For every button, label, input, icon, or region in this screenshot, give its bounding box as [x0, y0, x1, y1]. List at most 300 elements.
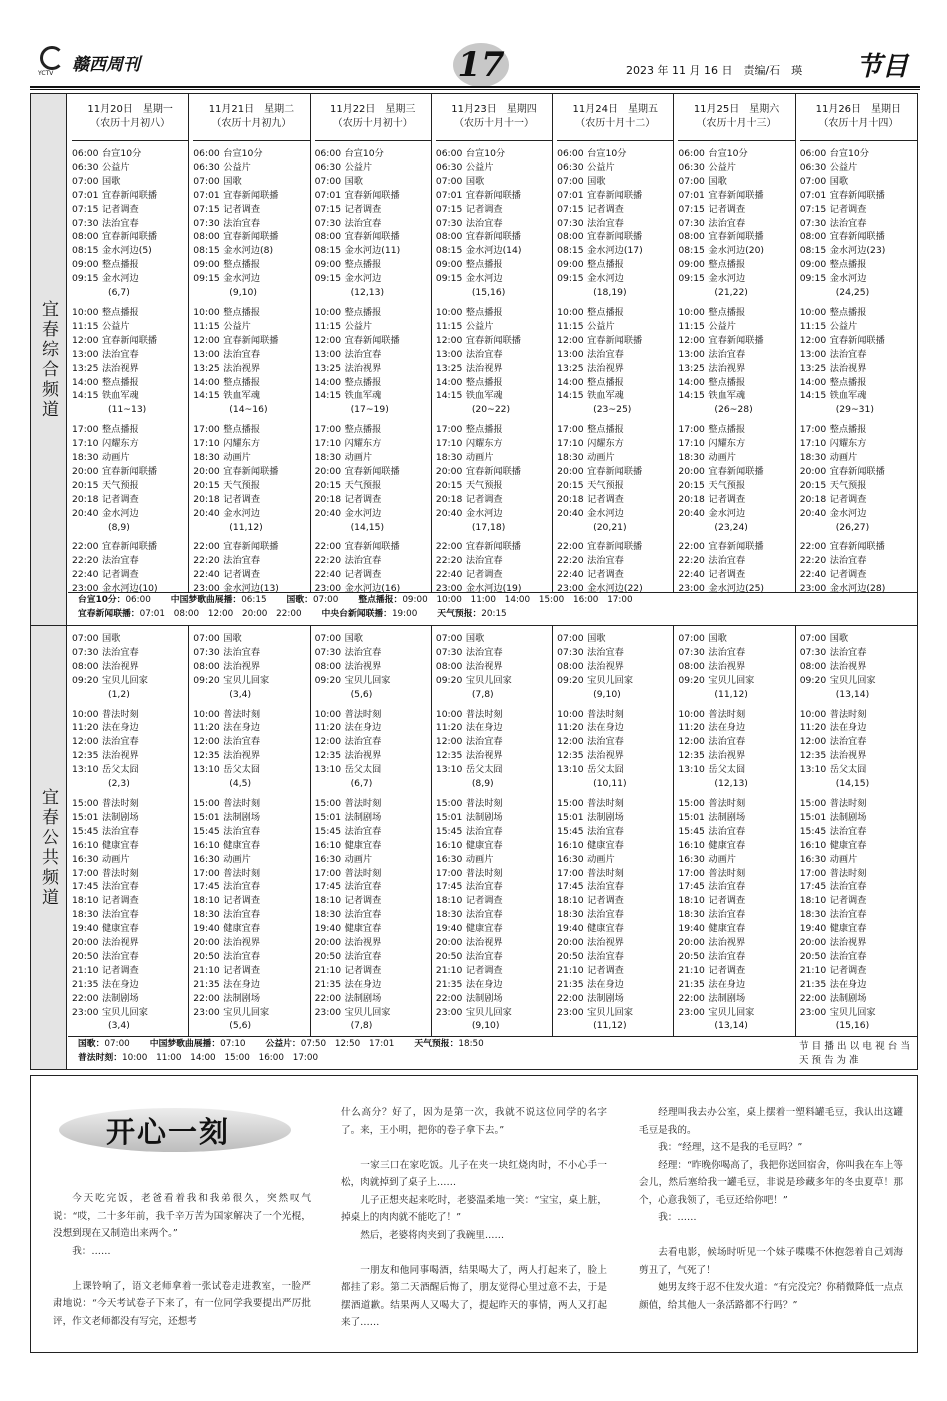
program-time: 08:00 — [314, 231, 342, 243]
program-time: 14:15 — [314, 390, 342, 402]
episode-number: (26~28) — [714, 404, 753, 416]
program-entry — [678, 867, 794, 881]
program-title: 法治宜春 — [829, 348, 867, 360]
program-time: 06:30 — [72, 161, 99, 173]
program-title: 法治宜春 — [102, 217, 139, 229]
program-time: 22:00 — [435, 541, 463, 553]
day-columns — [68, 94, 917, 595]
program-entry — [678, 217, 794, 231]
day-column — [311, 94, 432, 595]
program-title: 公益片 — [708, 320, 736, 332]
program-time: 09:20 — [435, 674, 463, 686]
program-entry — [193, 465, 309, 479]
program-title: 法治视界 — [465, 937, 503, 949]
program-title: 法治宜春 — [587, 217, 624, 229]
program-title: 岳父太囧 — [102, 764, 139, 776]
program-entry — [193, 423, 309, 437]
program-time: 15:00 — [435, 797, 463, 809]
program-title: 天气预报 — [344, 479, 382, 491]
program-time: 19:40 — [435, 923, 463, 935]
program-time: 19:40 — [678, 923, 705, 935]
program-title: 天气预报 — [465, 479, 503, 491]
program-time: 16:10 — [678, 839, 705, 851]
program-entry — [72, 964, 188, 978]
program-entry — [193, 992, 309, 1006]
program-title: 宜春新闻联播 — [587, 465, 643, 477]
program-entry — [315, 1006, 431, 1020]
program-title: 法治宜春 — [587, 646, 624, 658]
program-title: 国歌 — [829, 633, 849, 644]
program-title: 记者调查 — [102, 964, 139, 976]
humor-paragraph — [341, 1139, 607, 1157]
program-title: 记者调查 — [102, 203, 139, 215]
episode-number: (13,14) — [714, 1020, 748, 1032]
program-time: 20:15 — [314, 479, 342, 491]
program-title: 法治视界 — [223, 660, 261, 672]
channel-footer — [68, 1036, 917, 1069]
program-entry — [678, 674, 794, 688]
program-entry — [678, 175, 794, 189]
program-time: 17:00 — [557, 867, 584, 879]
program-time: 13:10 — [435, 764, 463, 776]
program-entry — [193, 244, 309, 258]
program-title: 法制剧场 — [102, 811, 139, 823]
program-time: 18:10 — [557, 895, 584, 907]
program-time: 13:25 — [435, 362, 463, 374]
humor-paragraph — [341, 1244, 607, 1262]
program-title: 金水河边(17) — [587, 245, 643, 257]
program-time: 18:30 — [435, 909, 463, 921]
program-entry — [436, 320, 552, 334]
program-entry — [557, 908, 673, 922]
program-title: 金水河边 — [465, 507, 503, 519]
program-entry — [800, 217, 917, 231]
program-entry — [193, 646, 309, 660]
program-time: 09:20 — [193, 674, 220, 686]
program-time: 22:20 — [72, 555, 99, 567]
program-title: 法治宜春 — [465, 881, 503, 893]
program-time: 23:00 — [193, 1006, 220, 1018]
program-title: 法治宜春 — [102, 348, 139, 360]
program-entry — [72, 660, 188, 674]
program-time: 17:00 — [314, 867, 342, 879]
program-title: 闪耀东方 — [223, 438, 261, 450]
program-title: 法治宜春 — [465, 909, 503, 921]
program-time: 12:35 — [314, 750, 342, 762]
program-entry — [557, 306, 673, 320]
program-title: 普法时刻 — [829, 797, 867, 809]
program-time: 08:15 — [193, 245, 220, 257]
program-entry — [557, 161, 673, 175]
schedule-grid — [30, 93, 918, 1070]
program-title: 宝贝儿回家 — [708, 674, 755, 686]
program-entry — [557, 175, 673, 189]
program-time: 23:00 — [314, 1006, 342, 1018]
day-column — [432, 94, 553, 595]
program-time: 20:00 — [72, 937, 99, 949]
program-entry — [678, 230, 794, 244]
program-time: 20:15 — [557, 479, 584, 491]
program-title: 法治宜春 — [223, 909, 261, 921]
program-time: 13:10 — [678, 764, 705, 776]
humor-paragraph: 什么高分？好了，因为是第一次，我就不说这位同学的名字了。来，王小明，把你的卷子拿下去。” — [341, 1107, 607, 1136]
program-entry — [678, 1006, 794, 1020]
program-time: 21:35 — [678, 978, 705, 990]
program-title: 法治宜春 — [708, 909, 746, 921]
program-entry — [193, 839, 309, 853]
program-entry — [193, 674, 309, 688]
program-entry — [72, 244, 188, 258]
program-title: 记者调查 — [587, 203, 624, 215]
program-title: 法治宜春 — [102, 736, 139, 748]
program-entry — [800, 272, 917, 286]
program-title: 健康宜春 — [829, 839, 867, 851]
program-time: 22:40 — [678, 569, 705, 581]
program-time: 17:00 — [435, 867, 463, 879]
program-time: 09:15 — [557, 273, 584, 285]
program-time: 08:15 — [435, 245, 463, 257]
program-time: 13:25 — [557, 362, 584, 374]
program-entry — [315, 348, 431, 362]
program-title: 金水河边(20) — [708, 245, 765, 257]
program-entry — [557, 479, 673, 493]
program-title: 宜春新闻联播 — [223, 231, 279, 243]
program-title: 法治宜春 — [102, 950, 139, 962]
program-title: 铁血军魂 — [102, 390, 139, 402]
humor-paragraph: 儿子正想夹起来吃时，老婆温柔地一笑：“宝宝，桌上脏，掉桌上的肉肉就不能吃了！” — [341, 1194, 607, 1223]
program-entry — [436, 161, 552, 175]
program-entry — [315, 880, 431, 894]
program-title: 法制剧场 — [587, 992, 624, 1004]
program-title: 宜春新闻联播 — [223, 541, 279, 553]
program-time: 07:15 — [678, 203, 705, 215]
episode-number: (15,16) — [471, 287, 506, 299]
program-entry — [72, 465, 188, 479]
program-entry — [72, 880, 188, 894]
program-time: 14:15 — [193, 390, 220, 402]
episode-number: (9,10) — [593, 688, 621, 700]
program-time: 08:00 — [435, 660, 463, 672]
program-time: 07:01 — [799, 189, 827, 201]
program-title: 台宣10分 — [708, 148, 748, 159]
program-entry — [436, 362, 552, 376]
humor-box — [30, 1075, 918, 1353]
program-title: 法在身边 — [708, 978, 746, 990]
program-entry — [315, 950, 431, 964]
program-title: 铁血军魂 — [829, 390, 867, 402]
program-entry — [557, 936, 673, 950]
program-title: 法治视界 — [587, 362, 624, 374]
program-time: 23:00 — [678, 1006, 705, 1018]
program-time: 14:00 — [435, 376, 463, 388]
program-entry — [193, 272, 309, 286]
program-entry — [72, 493, 188, 507]
program-entry — [315, 660, 431, 674]
program-entry — [678, 320, 794, 334]
program-title: 法治视界 — [102, 937, 139, 949]
program-title: 记者调查 — [829, 895, 867, 907]
footer-row — [78, 1037, 917, 1051]
program-time: 19:40 — [799, 923, 827, 935]
program-entry — [678, 334, 794, 348]
program-entry — [678, 479, 794, 493]
program-time: 14:00 — [314, 376, 342, 388]
program-time: 22:40 — [557, 569, 584, 581]
program-time: 17:00 — [678, 867, 705, 879]
program-entry — [436, 451, 552, 465]
program-entry — [72, 258, 188, 272]
program-time: 20:50 — [72, 950, 99, 962]
program-time: 10:00 — [799, 708, 827, 720]
program-entry — [193, 334, 309, 348]
program-title: 健康宜春 — [344, 839, 382, 851]
program-entry — [72, 708, 188, 722]
program-title: 动画片 — [587, 452, 615, 464]
program-title: 宜春新闻联播 — [587, 541, 643, 553]
program-entry — [193, 362, 309, 376]
humor-paragraph: 一朋友和他同事喝酒，结果喝大了，两人打起来了，脸上都挂了彩。第二天酒醒后悔了，朋友觉得心里过意不去，于是摆酒道歉。结果两人又喝大了，提起昨天的事情，两人又打起来了…… — [341, 1264, 607, 1328]
program-time: 07:15 — [557, 203, 584, 215]
episode-number: (3,4) — [108, 1020, 130, 1032]
day-lunar: （农历十月初八） — [90, 118, 171, 129]
program-time: 20:50 — [557, 950, 584, 962]
day-date: 11月20日 星期一 — [87, 104, 173, 115]
program-entry — [193, 258, 309, 272]
program-time: 23:00 — [799, 583, 827, 595]
program-time: 13:00 — [314, 348, 342, 360]
day-header — [800, 94, 917, 141]
program-entry — [557, 320, 673, 334]
program-time: 22:40 — [799, 569, 827, 581]
program-entry — [72, 811, 188, 825]
program-title: 法治视界 — [465, 362, 503, 374]
program-time: 15:45 — [678, 825, 705, 837]
program-time: 06:30 — [799, 161, 827, 173]
program-time: 18:10 — [72, 895, 99, 907]
program-entry — [678, 922, 794, 936]
episode-number: (7,8) — [471, 688, 494, 700]
program-entry — [72, 554, 188, 568]
humor-paragraph — [639, 1227, 903, 1245]
program-time: 07:00 — [72, 633, 99, 644]
program-entry — [557, 894, 673, 908]
program-entry — [800, 880, 917, 894]
program-time: 10:00 — [72, 306, 99, 318]
program-entry — [436, 1006, 552, 1020]
program-entry — [315, 811, 431, 825]
program-title: 金水河边(16) — [344, 583, 401, 595]
program-entry — [72, 389, 188, 403]
program-time: 15:01 — [72, 811, 99, 823]
program-time: 08:00 — [193, 231, 220, 243]
program-title: 整点播报 — [223, 376, 261, 388]
program-entry — [315, 189, 431, 203]
program-time: 12:00 — [678, 334, 705, 346]
program-entry — [315, 540, 431, 554]
program-time: 18:30 — [557, 452, 584, 464]
program-entry — [436, 735, 552, 749]
episode-number: (1,2) — [108, 688, 130, 700]
program-title: 法治宜春 — [223, 348, 261, 360]
program-title: 法治宜春 — [102, 909, 139, 921]
program-entry — [436, 334, 552, 348]
program-time: 10:00 — [193, 306, 220, 318]
program-title: 法治宜春 — [587, 881, 624, 893]
program-entry — [800, 258, 917, 272]
program-time: 11:15 — [72, 320, 99, 332]
program-title: 公益片 — [223, 161, 251, 173]
program-time: 12:00 — [799, 736, 827, 748]
episode-number: (4,5) — [229, 778, 252, 790]
program-entry — [557, 362, 673, 376]
program-time: 09:00 — [557, 259, 584, 271]
program-entry — [72, 507, 188, 521]
program-title: 公益片 — [587, 161, 615, 173]
program-entry — [436, 839, 552, 853]
program-entry — [800, 540, 917, 554]
program-time: 18:30 — [678, 909, 705, 921]
humor-title: 开心一刻 — [106, 1115, 231, 1149]
program-time: 18:30 — [314, 452, 342, 464]
program-entry — [72, 978, 188, 992]
program-time: 15:01 — [314, 811, 342, 823]
day-lunar: （农历十月初九） — [211, 118, 292, 129]
program-time: 08:00 — [435, 231, 463, 243]
episode-number: (24,25) — [835, 287, 870, 299]
program-title: 记者调查 — [465, 203, 503, 215]
program-title: 健康宜春 — [102, 839, 139, 851]
program-time: 12:00 — [193, 736, 220, 748]
program-time: 15:01 — [435, 811, 463, 823]
program-entry — [800, 554, 917, 568]
program-title: 普法时刻 — [708, 797, 746, 809]
program-time: 21:10 — [314, 964, 342, 976]
program-entry — [800, 735, 917, 749]
program-entry — [800, 175, 917, 189]
program-entry — [557, 660, 673, 674]
program-entry — [557, 992, 673, 1006]
program-entry — [315, 244, 431, 258]
program-title: 宝贝儿回家 — [223, 1006, 270, 1018]
program-time: 22:40 — [72, 569, 99, 581]
program-title: 法治视界 — [829, 362, 867, 374]
program-time: 23:00 — [314, 583, 342, 595]
program-title: 记者调查 — [587, 895, 624, 907]
program-entry — [678, 507, 794, 521]
program-title: 金水河边 — [465, 273, 503, 285]
program-title: 法治宜春 — [344, 825, 382, 837]
program-title: 法治宜春 — [708, 646, 746, 658]
program-time: 20:50 — [435, 950, 463, 962]
program-title: 法治宜春 — [587, 825, 624, 837]
program-entry — [315, 334, 431, 348]
program-title: 动画片 — [829, 452, 858, 464]
program-time: 13:10 — [193, 764, 220, 776]
program-time: 22:20 — [678, 555, 705, 567]
program-time: 09:00 — [314, 259, 342, 271]
program-title: 台宣10分 — [465, 148, 506, 159]
program-time: 16:30 — [678, 853, 705, 865]
program-entry — [315, 749, 431, 763]
program-time: 16:30 — [193, 853, 220, 865]
program-entry — [800, 147, 917, 161]
program-entry — [678, 632, 794, 646]
program-entry — [678, 660, 794, 674]
program-time: 13:25 — [678, 362, 705, 374]
program-title: 法制剧场 — [223, 992, 261, 1004]
program-entry — [800, 674, 917, 688]
program-time: 17:45 — [678, 881, 705, 893]
program-entry — [72, 540, 188, 554]
program-entry — [800, 320, 917, 334]
program-entry — [436, 493, 552, 507]
day-column — [189, 626, 310, 1036]
program-time: 22:20 — [193, 555, 220, 567]
program-time: 07:30 — [557, 646, 584, 658]
program-time: 23:00 — [72, 1006, 99, 1018]
program-title: 宜春新闻联播 — [344, 465, 400, 477]
program-title: 法治宜春 — [465, 950, 503, 962]
program-time: 07:00 — [193, 633, 220, 644]
program-time: 22:00 — [193, 992, 220, 1004]
program-time: 16:30 — [557, 853, 584, 865]
program-time: 07:01 — [193, 189, 220, 201]
program-title: 国歌 — [587, 633, 606, 644]
program-entry — [315, 362, 431, 376]
program-time: 18:10 — [193, 895, 220, 907]
program-entry — [678, 735, 794, 749]
program-entry — [315, 423, 431, 437]
program-time: 14:00 — [799, 376, 827, 388]
program-time: 10:00 — [314, 708, 342, 720]
program-title: 记者调查 — [465, 964, 503, 976]
program-entry — [436, 763, 552, 777]
page-number: 17 — [453, 43, 509, 87]
day-column — [796, 626, 917, 1036]
program-title: 法治视界 — [829, 660, 867, 672]
program-entry — [557, 721, 673, 735]
day-header — [72, 94, 188, 141]
program-entry — [557, 230, 673, 244]
footer-times: 20:15 — [481, 609, 507, 619]
program-title: 整点播报 — [465, 306, 503, 318]
episode-number: (8,9) — [471, 778, 494, 790]
program-title: 公益片 — [465, 161, 494, 173]
program-title: 宜春新闻联播 — [708, 334, 764, 346]
footer-times: 07:00 — [104, 1039, 130, 1049]
program-entry — [315, 272, 431, 286]
program-time: 17:00 — [799, 424, 827, 436]
program-time: 06:30 — [314, 161, 342, 173]
program-title: 公益片 — [465, 320, 494, 332]
program-time: 07:01 — [557, 189, 584, 201]
program-time: 13:00 — [435, 348, 463, 360]
program-time: 13:25 — [799, 362, 827, 374]
program-title: 普法时刻 — [708, 867, 746, 879]
program-time: 20:40 — [72, 507, 99, 519]
program-time: 20:40 — [799, 507, 827, 519]
paper-name: 赣西周刊 — [72, 55, 140, 75]
humor-paragraph: 我：…… — [658, 1212, 697, 1223]
program-entry — [315, 175, 431, 189]
program-time: 06:00 — [193, 148, 220, 159]
program-entry — [193, 161, 309, 175]
program-entry — [436, 217, 552, 231]
program-title: 法治宜春 — [587, 909, 624, 921]
program-entry — [557, 244, 673, 258]
program-title: 法治宜春 — [344, 881, 382, 893]
program-time: 08:00 — [557, 660, 584, 672]
